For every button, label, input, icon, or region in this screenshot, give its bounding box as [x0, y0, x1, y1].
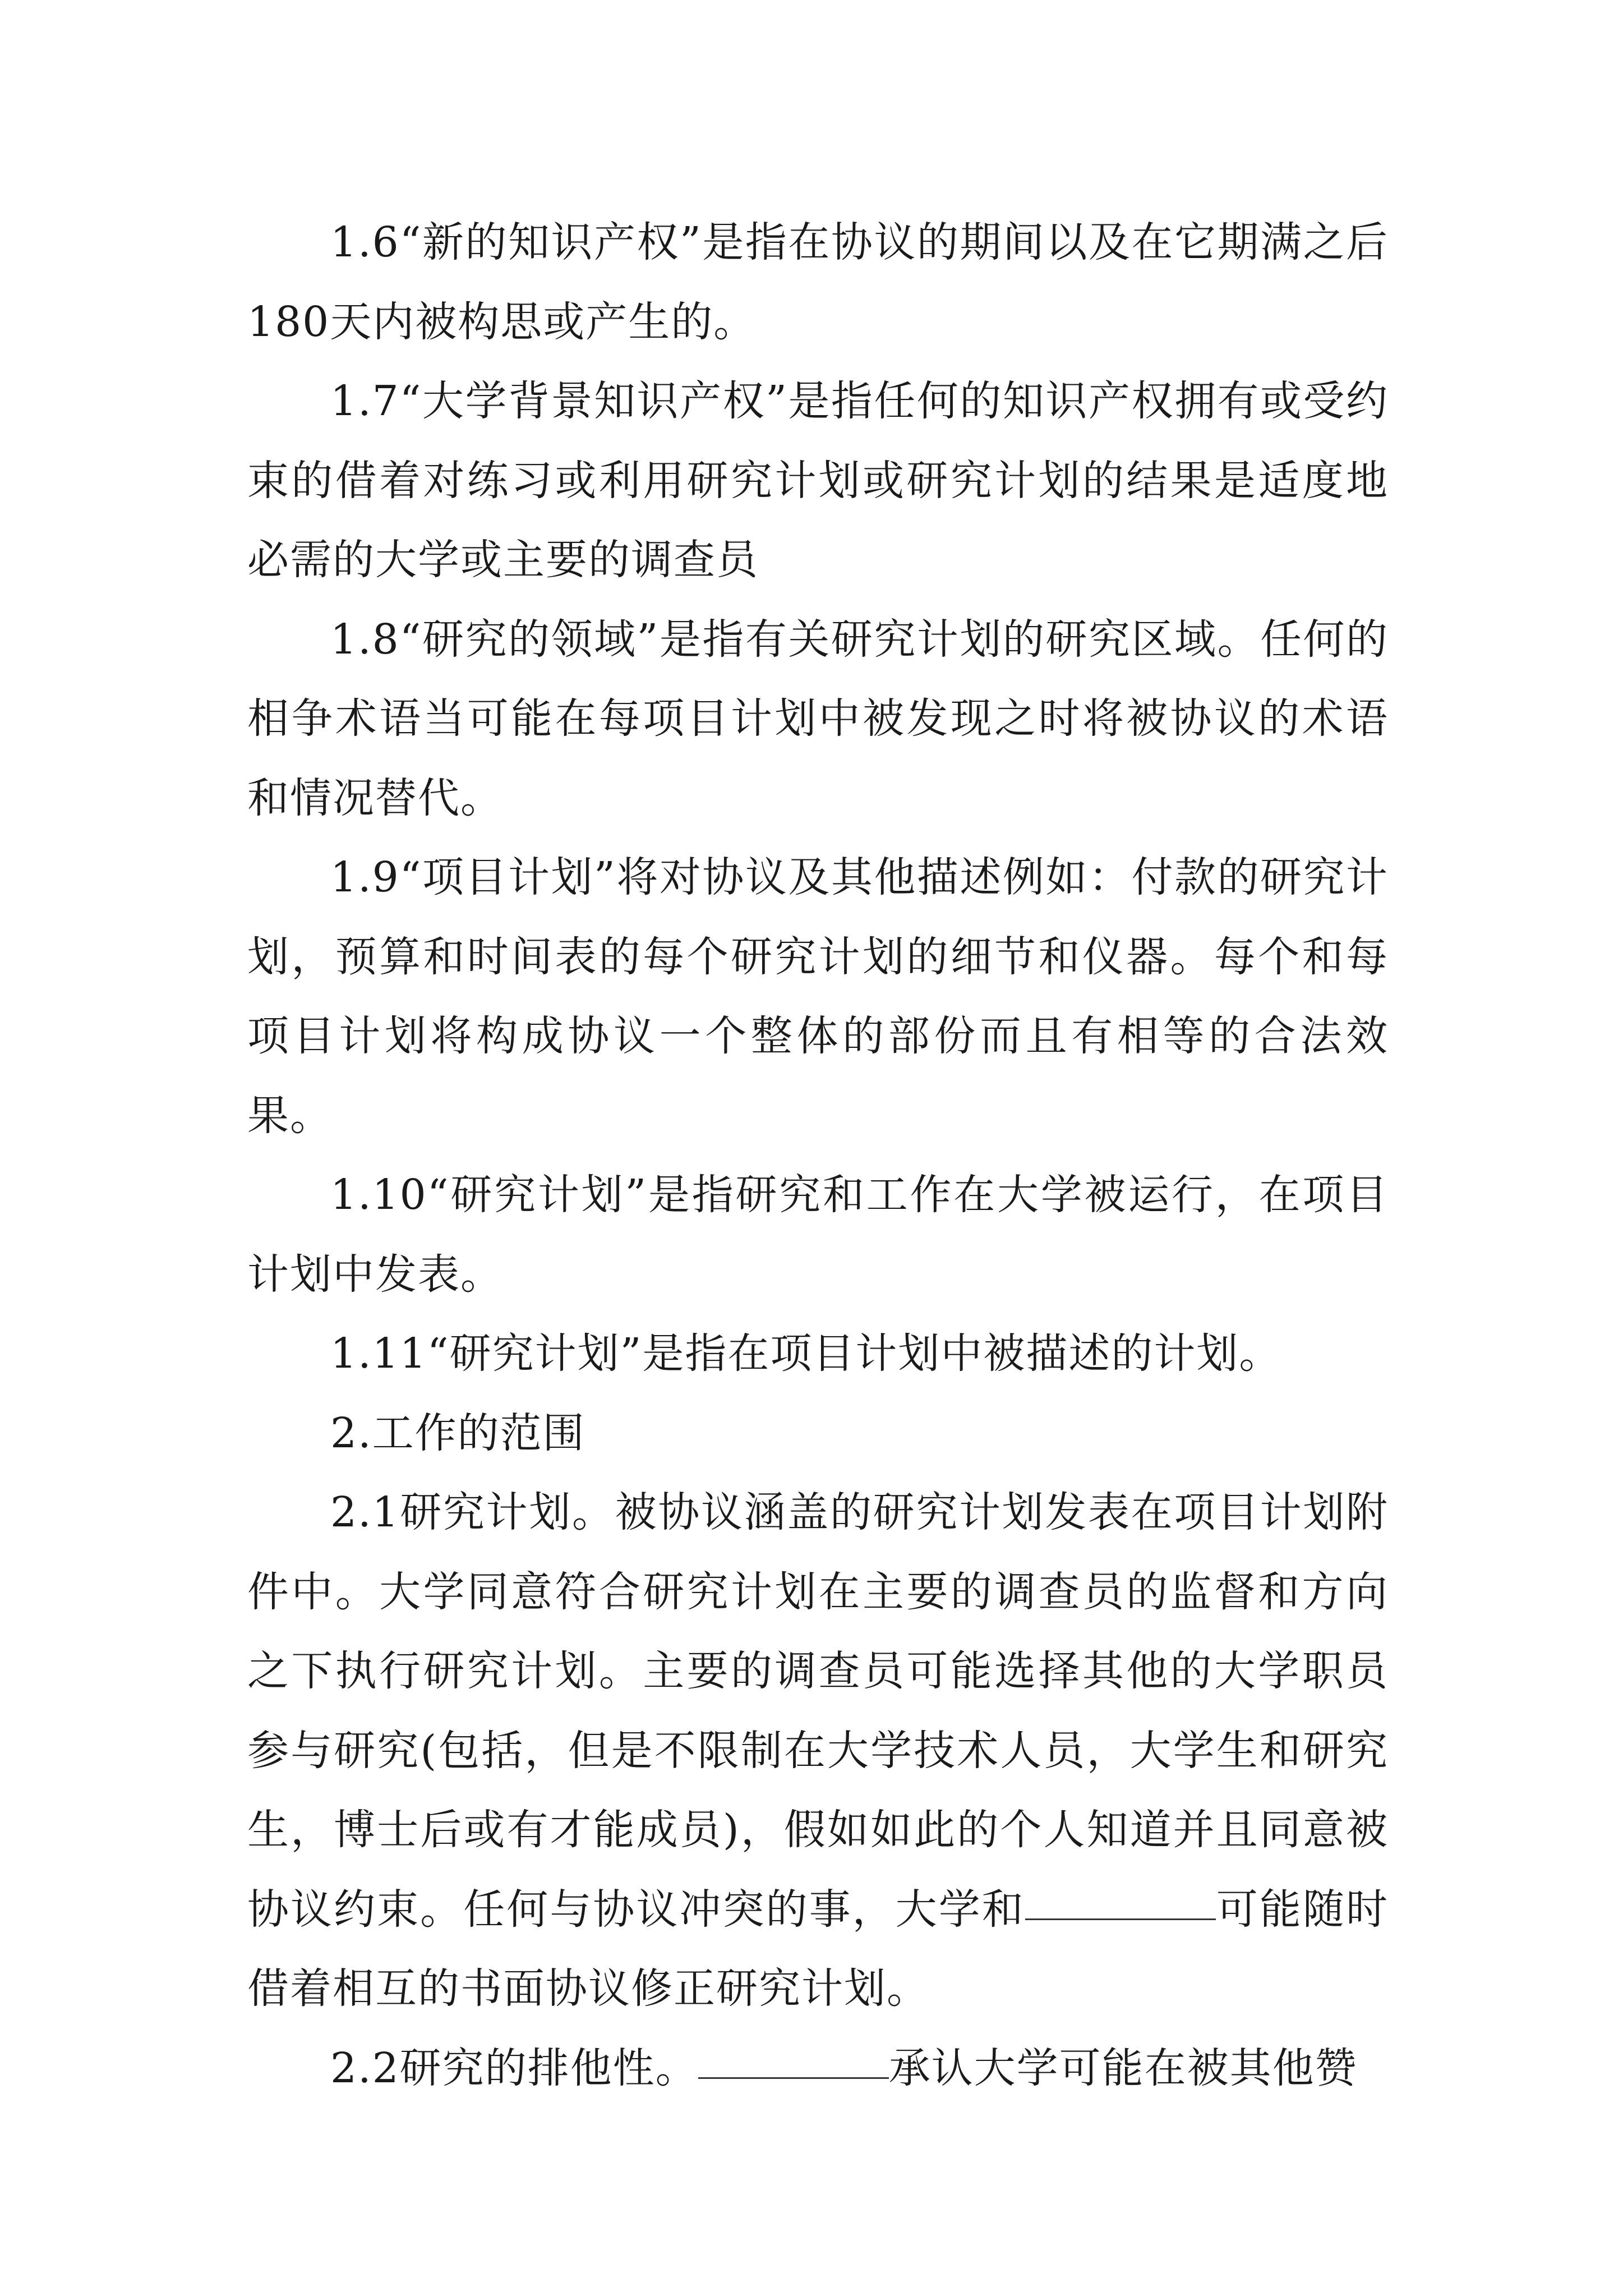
party-name-blank-2: [698, 2036, 889, 2079]
paragraph-1-8: 1.8“研究的领域”是指有关研究计划的研究区域。任何的相争术语当可能在每项目计划中被发现之时将被协议的术语和情况替代。: [247, 615, 1389, 822]
paragraph-2-1-text-a: 2.1研究计划。被协议涵盖的研究计划发表在项目计划附件中。大学同意符合研究计划在主要的调查员的监督和方向之下执行研究计划。主要的调查员可能选择其他的大学职员参与研究(包括，但是不限制在大学技术人员，大学生和研究生，博士后或有才能成员)，假如如此的个人知道并且同意被协议约束。任何与协议冲突的事，大学和: [247, 1488, 1389, 1934]
paragraph-1-11: 1.11“研究计划”是指在项目计划中被描述的计划。: [330, 1329, 1282, 1378]
paragraph-1-9: 1.9“项目计划”将对协议及其他描述例如：付款的研究计划，预算和时间表的每个研究计划的细节和仪器。每个和每项目计划将构成协议一个整体的部份而且有相等的合法效果。: [247, 853, 1389, 1140]
paragraph-2-2-text-a: 2.2研究的排他性。: [330, 2044, 698, 2092]
paragraph-1-7: 1.7“大学背景知识产权”是指任何的知识产权拥有或受约束的借着对练习或利用研究计划或研究计划的结果是适度地必需的大学或主要的调查员: [247, 377, 1389, 584]
paragraph-2-1-text-b: 可能随时借着相互的书面协议修正研究计划。: [247, 1885, 1389, 2013]
paragraph-2-2-text-b: 承认大学可能在被其他赞: [888, 2044, 1358, 2092]
section-heading-2: 2.工作的范围: [330, 1409, 585, 1457]
party-name-blank: [1025, 1877, 1216, 1920]
document-body: [247, 203, 1389, 2108]
paragraph-1-6: 1.6“新的知识产权”是指在协议的期间以及在它期满之后180天内被构思或产生的。: [247, 218, 1389, 346]
paragraph-2-1: [247, 1473, 1389, 2029]
paragraph-2-2: [247, 2029, 1389, 2109]
paragraph-1-10: 1.10“研究计划”是指研究和工作在大学被运行，在项目计划中发表。: [247, 1171, 1389, 1299]
